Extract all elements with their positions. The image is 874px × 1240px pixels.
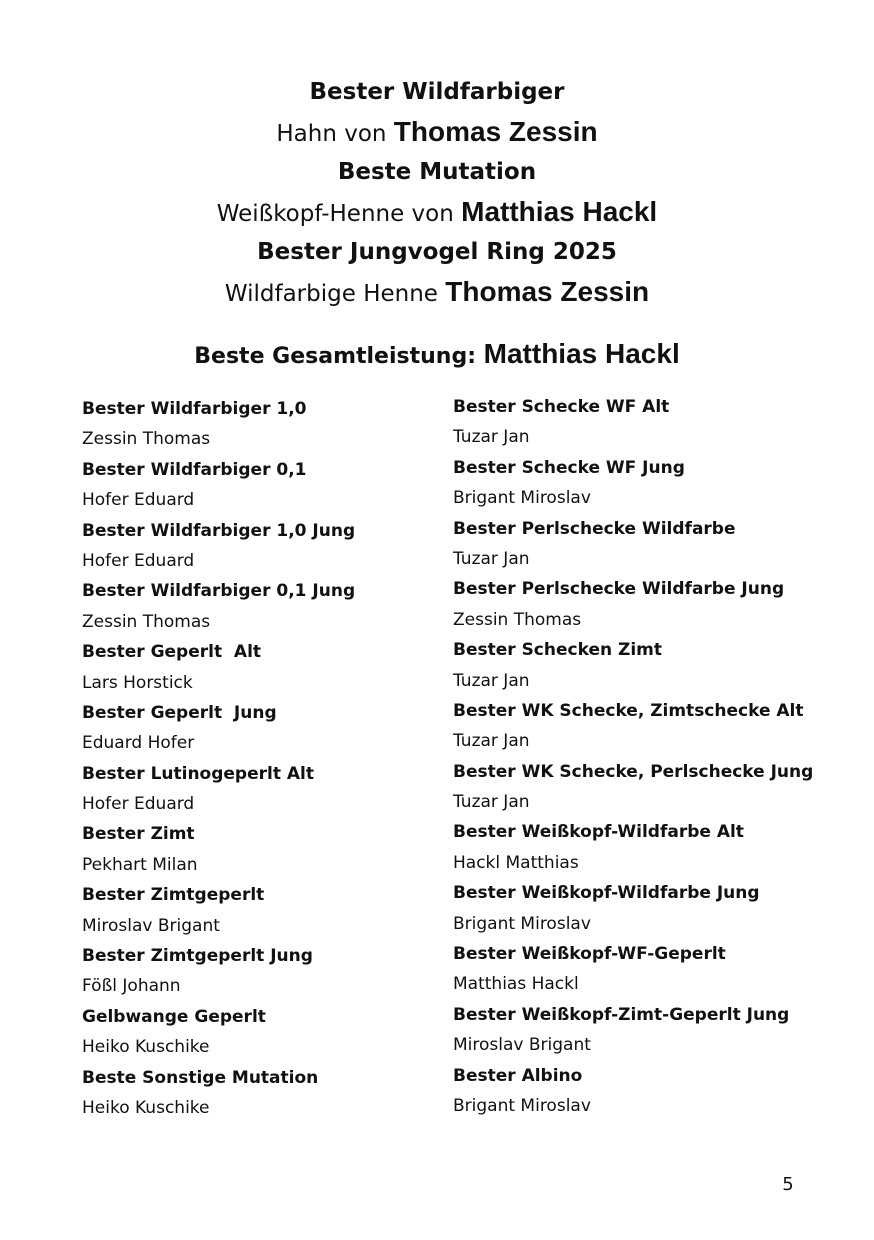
result-entry: [453, 696, 853, 757]
result-entry: [82, 637, 442, 698]
overall-label: Beste Gesamtleistung:: [194, 344, 484, 369]
category-label: Bester WK Schecke, Perlschecke Jung: [453, 761, 814, 782]
category-label: Bester Wildfarbiger 1,0 Jung: [82, 520, 356, 541]
winner-name: Hofer Eduard: [82, 794, 195, 815]
overall-award: [0, 334, 874, 374]
winner-name: Fößl Johann: [82, 976, 181, 997]
award-prefix: Hahn von: [276, 121, 394, 147]
award-title: Bester Jungvogel Ring 2025: [257, 239, 617, 265]
category-label: Bester Zimtgeperlt: [82, 885, 265, 906]
result-entry: [453, 574, 853, 635]
result-entry: [453, 817, 853, 878]
right-results-column: [453, 392, 853, 1121]
award-winner: Thomas Zessin: [445, 276, 650, 307]
winner-name: Tuzar Jan: [453, 548, 530, 569]
award-winner: Thomas Zessin: [393, 116, 598, 147]
category-label: Bester Zimtgeperlt Jung: [82, 946, 313, 967]
result-entry: [453, 453, 853, 514]
winner-name: Tuzar Jan: [453, 670, 530, 691]
category-label: Bester Perlschecke Wildfarbe: [453, 518, 736, 539]
winner-name: Matthias Hackl: [453, 974, 579, 995]
category-label: Bester Weißkopf-WF-Geperlt: [453, 944, 726, 965]
category-label: Bester Schecken Zimt: [453, 640, 662, 661]
award-title: Beste Mutation: [337, 159, 537, 185]
left-results-column: [82, 394, 442, 1123]
result-entry: [82, 759, 442, 820]
category-label: Bester Wildfarbiger 1,0: [82, 399, 307, 419]
winner-name: Tuzar Jan: [453, 731, 530, 752]
category-label: Bester Zimt: [82, 824, 195, 845]
result-entry: [82, 819, 442, 880]
winner-name: Tuzar Jan: [453, 427, 530, 448]
category-label: Bester Weißkopf-Zimt-Geperlt Jung: [453, 1004, 790, 1025]
category-label: Bester Perlschecke Wildfarbe Jung: [453, 579, 785, 600]
category-label: Bester WK Schecke, Zimtschecke Alt: [453, 700, 804, 721]
award-winner-line: [0, 112, 874, 152]
winner-name: Zessin Thomas: [453, 609, 582, 630]
category-label: Bester Geperlt Alt: [82, 642, 262, 663]
winner-name: Heiko Kuschike: [82, 1097, 210, 1118]
category-label: Bester Wildfarbiger 0,1 Jung: [82, 581, 356, 602]
result-entry: [453, 1061, 853, 1122]
top-awards: [0, 72, 874, 312]
category-label: Bester Albino: [453, 1065, 583, 1086]
category-label: Gelbwange Geperlt: [82, 1006, 266, 1027]
winner-name: Pekhart Milan: [82, 854, 198, 875]
result-entry: [453, 939, 853, 1000]
overall-winner: Matthias Hackl: [483, 338, 680, 369]
category-label: Bester Schecke WF Alt: [453, 397, 670, 417]
award-winner-line: [0, 192, 874, 232]
award-prefix: Wildfarbige Henne: [224, 281, 446, 307]
result-entry: [82, 1063, 442, 1124]
category-label: Bester Weißkopf-Wildfarbe Alt: [453, 822, 744, 843]
winner-name: Zessin Thomas: [82, 429, 211, 450]
result-entry: [453, 878, 853, 939]
category-label: Bester Lutinogeperlt Alt: [82, 763, 314, 784]
winner-name: Tuzar Jan: [453, 792, 530, 813]
result-entry: [453, 1000, 853, 1061]
winner-name: Hofer Eduard: [82, 550, 195, 571]
category-label: Beste Sonstige Mutation: [82, 1067, 319, 1088]
winner-name: Miroslav Brigant: [82, 915, 220, 936]
result-entry: [82, 516, 442, 577]
result-entry: [82, 880, 442, 941]
category-label: Bester Weißkopf-Wildfarbe Jung: [453, 883, 760, 904]
winner-name: Miroslav Brigant: [453, 1035, 591, 1056]
result-entry: [82, 1002, 442, 1063]
winner-name: Hackl Matthias: [453, 852, 579, 873]
winner-name: Zessin Thomas: [82, 611, 211, 632]
award-title: Bester Wildfarbiger: [309, 79, 565, 105]
category-label: Bester Wildfarbiger 0,1: [82, 459, 307, 480]
winner-name: Hofer Eduard: [82, 490, 195, 511]
result-entry: [82, 941, 442, 1002]
category-label: Bester Geperlt Jung: [82, 702, 277, 723]
winner-name: Eduard Hofer: [82, 733, 195, 754]
winner-name: Brigant Miroslav: [453, 488, 591, 509]
result-entry: [453, 392, 853, 453]
winner-name: Lars Horstick: [82, 672, 193, 693]
category-label: Bester Schecke WF Jung: [453, 457, 685, 478]
result-entry: [82, 394, 442, 455]
award-winner: Matthias Hackl: [461, 196, 658, 227]
result-entry: [82, 698, 442, 759]
result-entry: [453, 514, 853, 575]
page-number: 5: [782, 1174, 794, 1195]
award-prefix: Weißkopf-Henne von: [216, 201, 462, 227]
winner-name: Brigant Miroslav: [453, 913, 591, 934]
result-entry: [453, 635, 853, 696]
result-entry: [453, 757, 853, 818]
result-entry: [82, 576, 442, 637]
result-entry: [82, 455, 442, 516]
award-winner-line: [0, 272, 874, 312]
winner-name: Heiko Kuschike: [82, 1037, 210, 1058]
winner-name: Brigant Miroslav: [453, 1095, 591, 1116]
